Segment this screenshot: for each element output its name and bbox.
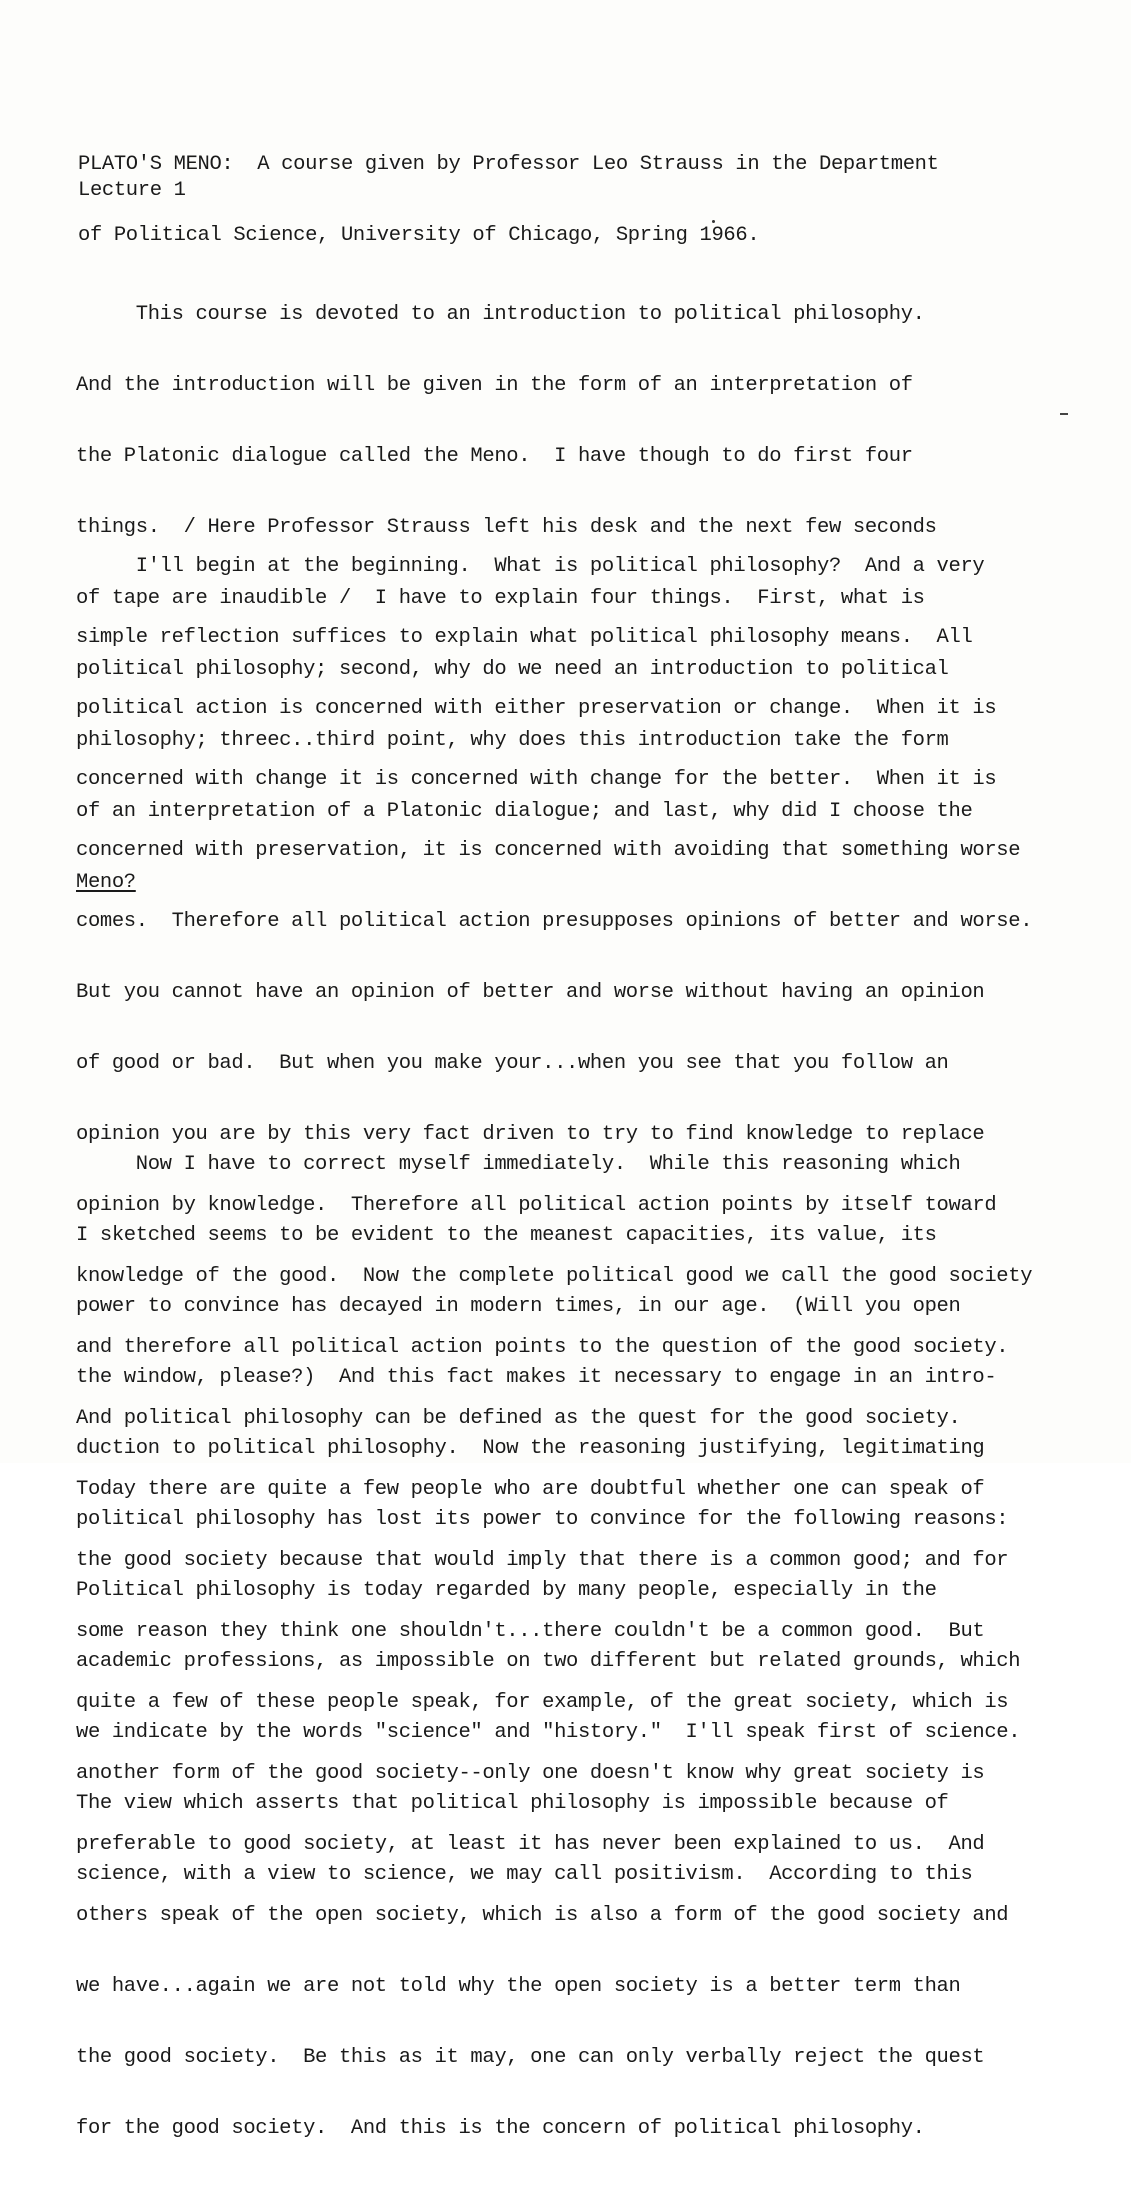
text-line: knowledge of the good. Now the complete political good we call the good society (76, 1265, 1033, 1288)
paragraph-3 (76, 1106, 1020, 1933)
text-line: another form of the good society--only one doesn't know why great society is (76, 1762, 985, 1785)
text-line: some reason they think one shouldn't...there couldn't be a common good. But (76, 1620, 985, 1643)
text-line: of tape are inaudible / I have to explain four things. First, what is (76, 587, 925, 610)
text-line: of good or bad. But when you make your...when you see that you follow an (76, 1052, 949, 1075)
text-line: simple reflection suffices to explain what political philosophy means. All (76, 626, 973, 649)
stray-mark (712, 220, 715, 223)
header-line-1: PLATO'S MENO: A course given by Professor Leo Strauss in the Department (78, 153, 939, 176)
text-line: philosophy; threec..third point, why does this introduction take the form (76, 729, 949, 752)
text-line: preferable to good society, at least it has never been explained to us. And (76, 1833, 985, 1856)
text-line: academic professions, as impossible on two different but related grounds, which (76, 1650, 1021, 1673)
header-line-2: of Political Science, University of Chicago, Spring 1966. (78, 224, 760, 247)
text-line: power to convince has decayed in modern times, in our age. (Will you open (76, 1295, 961, 1318)
text-line: The view which asserts that political philosophy is impossible because of (76, 1792, 949, 1815)
text-line: quite a few of these people speak, for example, of the great society, which is (76, 1691, 1009, 1714)
text-line: the good society because that would imply that there is a common good; and for (76, 1549, 1009, 1572)
text-line: science, with a view to science, we may call positivism. According to this (76, 1863, 973, 1886)
text-line: This course is devoted to an introduction to political philosophy. (76, 303, 925, 326)
text-line: Political philosophy is today regarded by many people, especially in the (76, 1579, 937, 1602)
text-line: we indicate by the words "science" and "history." I'll speak first of science. (76, 1721, 1021, 1744)
text-line: duction to political philosophy. Now the reasoning justifying, legitimating (76, 1437, 985, 1460)
text-line: others speak of the open society, which is also a form of the good society and (76, 1904, 1009, 1927)
text-line: And the introduction will be given in the form of an interpretation of (76, 374, 913, 397)
text-line: I'll begin at the beginning. What is political philosophy? And a very (76, 555, 985, 578)
text-line: opinion you are by this very fact driven to try to find knowledge to replace (76, 1123, 985, 1146)
text-line: the Platonic dialogue called the Meno. I have though to do first four (76, 445, 913, 468)
margin-mark (1060, 413, 1068, 415)
text-line: political philosophy has lost its power to convince for the following reasons: (76, 1508, 1009, 1531)
text-line: concerned with preservation, it is concerned with avoiding that something worse (76, 839, 1021, 862)
text-line: the window, please?) And this fact makes it necessary to engage in an intro- (76, 1366, 997, 1389)
text-line: of an interpretation of a Platonic dialogue; and last, why did I choose the (76, 800, 973, 823)
text-line: and therefore all political action points to the question of the good society. (76, 1336, 1009, 1359)
text-line: But you cannot have an opinion of better and worse without having an opinion (76, 981, 985, 1004)
text-line: Meno? (76, 871, 136, 894)
text-line: Today there are quite a few people who are doubtful whether one can speak of (76, 1478, 985, 1501)
text-line: concerned with change it is concerned with change for the better. When it is (76, 768, 997, 791)
text-line: comes. Therefore all political action presupposes opinions of better and worse. (76, 910, 1033, 933)
text-line: Now I have to correct myself immediately. While this reasoning which (76, 1153, 961, 1176)
text-line: And political philosophy can be defined as the quest for the good society. (76, 1407, 961, 1430)
text-line: I sketched seems to be evident to the meanest capacities, its value, its (76, 1224, 937, 1247)
text-line: things. / Here Professor Strauss left his desk and the next few seconds (76, 516, 937, 539)
text-line: for the good society. And this is the concern of political philosophy. (76, 2117, 925, 2140)
text-line: opinion by knowledge. Therefore all political action points by itself toward (76, 1194, 997, 1217)
text-line: political philosophy; second, why do we need an introduction to political (76, 658, 949, 681)
lecture-label: Lecture 1 (78, 179, 186, 202)
text-line: the good society. Be this as it may, one can only verbally reject the quest (76, 2046, 985, 2069)
text-line: we have...again we are not told why the open society is a better term than (76, 1975, 961, 1998)
text-line: political action is concerned with either preservation or change. When it is (76, 697, 997, 720)
